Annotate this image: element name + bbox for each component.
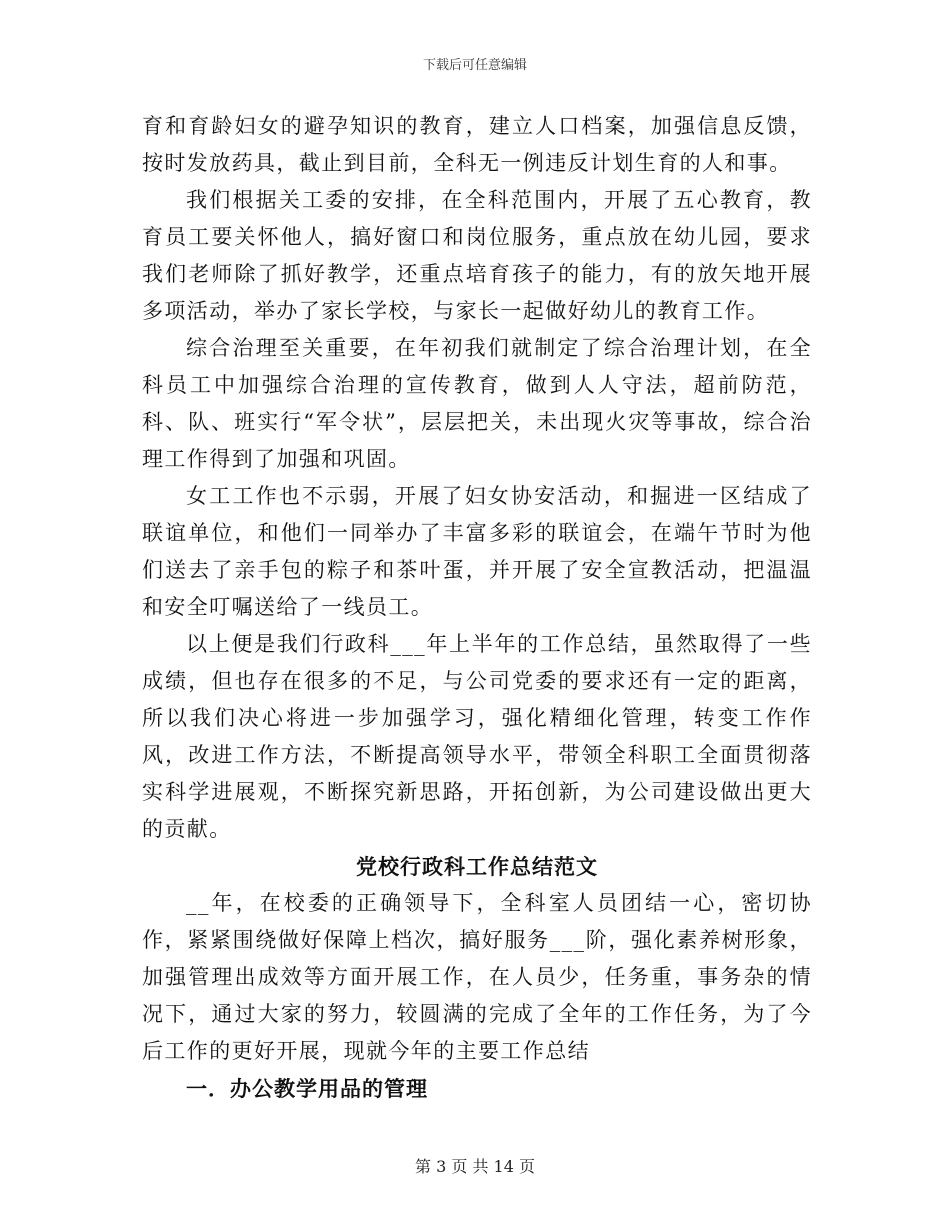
section-title: 党校行政科工作总结范文	[356, 854, 598, 879]
document-body	[142, 108, 812, 1107]
sub-heading-office-supplies: 一．办公教学用品的管理	[186, 1076, 428, 1101]
page-header: 下载后可任意编辑	[422, 58, 527, 73]
paragraph-five-heart-education: 我们根据关工委的安排，在全科范围内，开展了五心教育，教育员工要关怀他人，搞好窗口和岗位服务，重点放在幼儿园，要求我们老师除了抓好教学，还重点培育孩子的能力，有的放矢地开展多项活动，举办了家长学校，与家长一起做好幼儿的教育工作。	[142, 188, 812, 323]
paragraph-female-workers: 女工工作也不示弱，开展了妇女协安活动，和掘进一区结成了联谊单位，和他们一同举办了丰富多彩的联谊会，在端午节时为他们送去了亲手包的粽子和茶叶蛋，并开展了安全宣教活动，把温温和安全叮嘱送给了一线员工。	[142, 484, 812, 619]
paragraph-comprehensive-governance: 综合治理至关重要，在年初我们就制定了综合治理计划，在全科员工中加强综合治理的宣传教育，做到人人守法，超前防范，科、队、班实行“军令状”，层层把关，未出现火灾等事故，综合治理工作得到了加强和巩固。	[142, 336, 812, 471]
page-number: 第 3 页 共 14 页	[415, 1157, 535, 1176]
paragraph-half-year-summary: 以上便是我们行政科___年上半年的工作总结，虽然取得了一些成绩，但也存在很多的不足，与公司党委的要求还有一定的距离，所以我们决心将进一步加强学习，强化精细化管理，转变工作作风，改进工作方法，不断提高领导水平，带领全科职工全面贯彻落实科学进展观，不断探究新思路，开拓创新，为公司建设做出更大的贡献。	[142, 632, 812, 841]
paragraph-family-planning: 育和育龄妇女的避孕知识的教育，建立人口档案，加强信息反馈，按时发放药具，截止到目前，全科无一例违反计划生育的人和事。	[142, 114, 812, 175]
paragraph-annual-intro: __年，在校委的正确领导下，全科室人员团结一心，密切协作，紧紧围绕做好保障上档次，搞好服务___阶，强化素养树形象，加强管理出成效等方面开展工作，在人员少，任务重，事务杂的情况下，通过大家的努力，较圆满的完成了全年的工作任务，为了今后工作的更好开展，现就今年的主要工作总结	[142, 891, 812, 1063]
